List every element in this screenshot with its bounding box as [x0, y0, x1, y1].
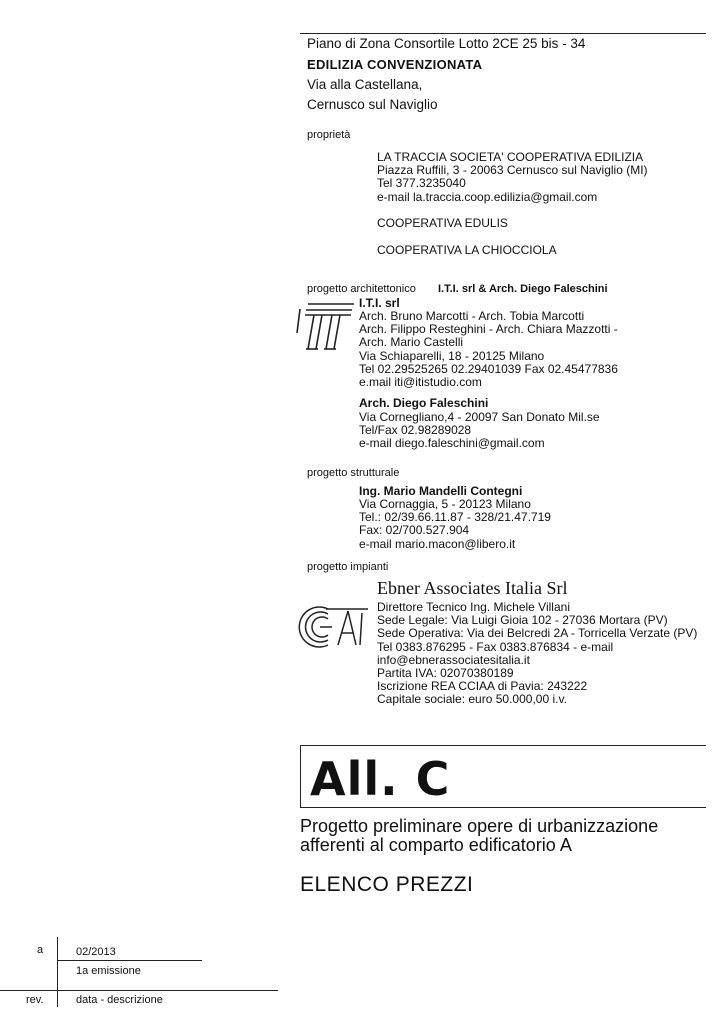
faleschini-line: Tel/Fax 02.98289028	[359, 423, 472, 438]
iti-line: e.mail iti@itistudio.com	[359, 374, 482, 389]
architect-firms: I.T.I. srl & Arch. Diego Faleschini	[438, 283, 608, 295]
ebner-logo-mark	[299, 607, 368, 647]
structural-line: e-mail mario.macon@libero.it	[359, 536, 516, 551]
owner-line: Piazza Ruffili, 3 - 20063 Cernusco sul Naviglio (MI)	[377, 163, 648, 178]
rev-date: 02/2013	[76, 946, 116, 958]
ebner-line: Capitale sociale: euro 50.000,00 i.v.	[377, 692, 567, 707]
structural-line: Fax: 02/700.527.904	[359, 523, 470, 538]
ebner-line: info@ebnerassociatesitalia.it	[377, 652, 530, 667]
iti-line: Arch. Bruno Marcotti - Arch. Tobia Marcotti	[359, 309, 585, 323]
project-title: Piano di Zona Consortile Lotto 2CE 25 bis - 34	[307, 36, 586, 51]
coop-chiocciola: COOPERATIVA LA CHIOCCIOLA	[377, 243, 557, 257]
allegato-title: All. C	[310, 752, 451, 806]
faleschini-block	[359, 411, 600, 451]
rev-column-label: rev.	[26, 994, 44, 1006]
structural-line: Tel.: 02/39.66.11.87 - 328/21.47.719	[359, 510, 551, 525]
ebner-company: Ebner Associates Italia Srl	[377, 578, 568, 598]
faleschini-title: Arch. Diego Faleschini	[359, 396, 489, 410]
iti-line: Arch. Filippo Resteghini - Arch. Chiara Mazzotti -	[359, 322, 618, 337]
owner-line: LA TRACCIA SOCIETA' COOPERATIVA EDILIZIA	[377, 150, 644, 164]
iti-title: I.T.I. srl	[359, 296, 400, 310]
owner-line: Tel 377.3235040	[377, 176, 466, 191]
owner-block	[377, 151, 648, 204]
iti-logo	[296, 295, 356, 353]
ebner-line: Sede Legale: Via Luigi Gioia 102 - 27036 Mortara (PV)	[377, 613, 668, 628]
iti-line: Via Schiaparelli, 18 - 20125 Milano	[359, 348, 545, 363]
ebner-line: Sede Operativa: Via dei Belcredi 2A - Torricella Verzate (PV)	[377, 626, 698, 641]
ebner-logo	[298, 603, 372, 651]
ebner-line: Tel 0383.876295 - Fax 0383.876834 - e-mail	[377, 639, 614, 654]
project-city: Cernusco sul Naviglio	[307, 97, 438, 112]
rev-letter: a	[37, 944, 44, 956]
section-label-impianti: progetto impianti	[307, 561, 389, 573]
allegato-rule	[300, 745, 706, 746]
allegato-description-1: Progetto preliminare opere di urbanizzazione	[300, 816, 659, 836]
project-subtitle: EDILIZIA CONVENZIONATA	[307, 57, 483, 72]
faleschini-line: Via Cornegliano,4 - 20097 San Donato Mil.se	[359, 410, 600, 424]
document-subtitle: ELENCO PREZZI	[300, 873, 474, 896]
ebner-block	[377, 601, 697, 707]
project-address: Via alla Castellana,	[307, 77, 423, 92]
faleschini-line: e-mail diego.faleschini@gmail.com	[359, 436, 545, 451]
allegato-side-rule	[300, 745, 301, 807]
allegato-description-2: afferenti al comparto edificatorio A	[300, 835, 572, 855]
iti-line: Arch. Mario Castelli	[359, 335, 464, 350]
rev-header-rule	[0, 990, 278, 991]
iti-logo-mark	[297, 304, 354, 349]
rev-table-divider	[57, 937, 58, 1007]
ebner-line: Partita IVA: 02070380189	[377, 665, 514, 680]
structural-engineer: Ing. Mario Mandelli Contegni	[359, 484, 523, 498]
section-label-architettonico: progetto architettonico	[307, 283, 416, 295]
iti-block	[359, 310, 618, 389]
section-label-proprieta: proprietà	[307, 129, 351, 141]
ebner-line: Direttore Tecnico Ing. Michele Villani	[377, 600, 570, 614]
allegato-bottom-rule	[300, 807, 706, 808]
section-label-strutturale: progetto strutturale	[307, 467, 400, 479]
structural-block	[359, 498, 551, 551]
ebner-line: Iscrizione REA CCIAA di Pavia: 243222	[377, 679, 588, 694]
structural-line: Via Cornaggia, 5 - 20123 Milano	[359, 497, 531, 511]
top-rule	[300, 33, 706, 34]
rev-row-rule	[57, 960, 202, 961]
rev-description-column-label: data - descrizione	[76, 994, 163, 1006]
coop-edulis: COOPERATIVA EDULIS	[377, 216, 508, 230]
rev-description: 1a emissione	[76, 965, 141, 977]
iti-line: Tel 02.29525265 02.29401039 Fax 02.45477836	[359, 361, 618, 376]
owner-line: e-mail la.traccia.coop.edilizia@gmail.com	[377, 189, 598, 204]
